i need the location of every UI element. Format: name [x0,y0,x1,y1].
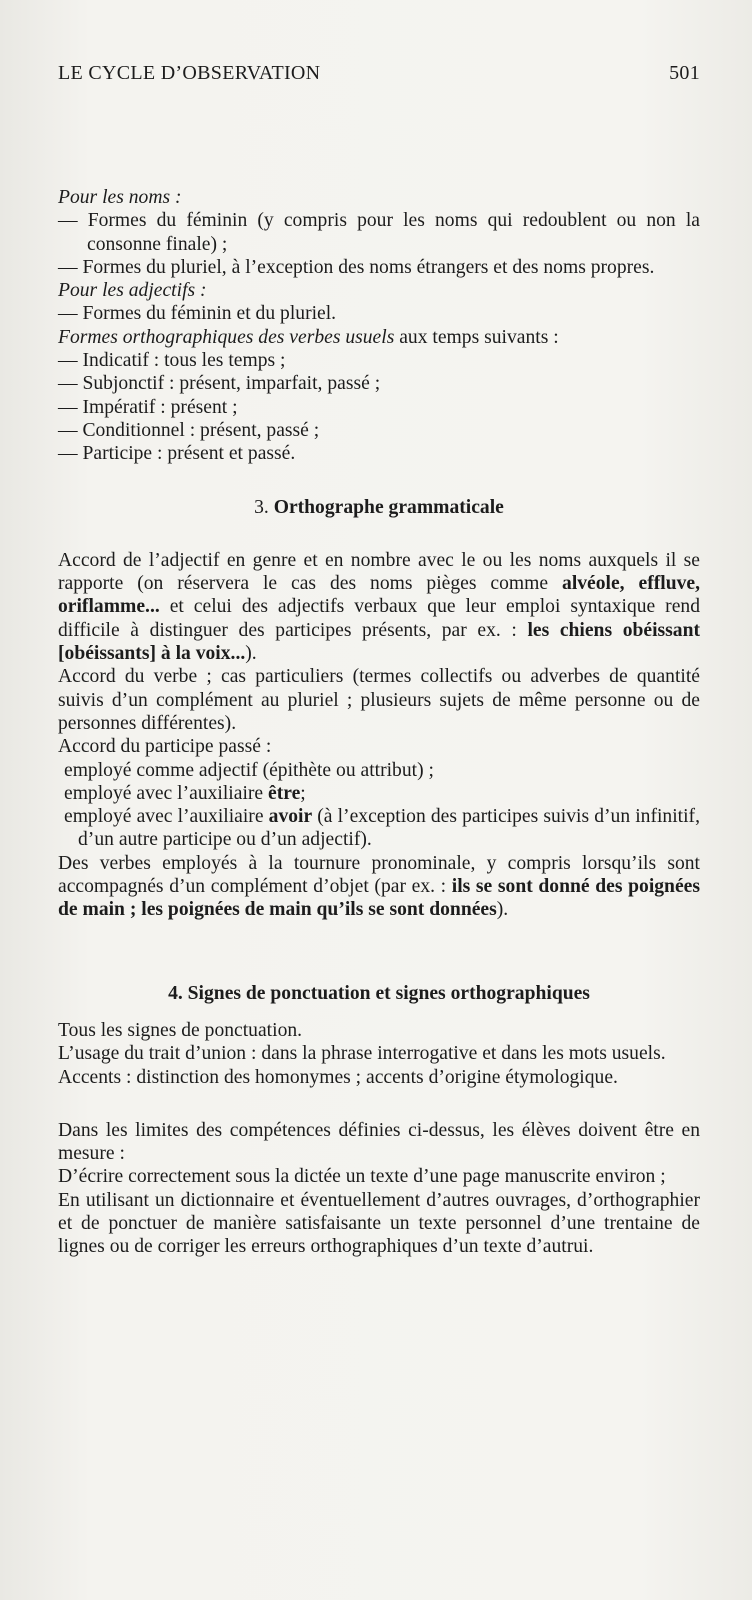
section3-title [58,496,700,519]
section3-number: 3. [254,496,274,518]
conclusion-paragraph-2: D’écrire correctement sous la dictée un texte d’une page manuscrite environ ; [58,1166,666,1188]
conclusion-paragraph-3: En utilisant un dictionnaire et éventuellement d’autres ouvrages, d’orthographier et de ponctuer de manière satisfaisante un texte personnel d’une trentaine de lignes ou de corriger les erreurs orthographiques d’un texte d’autrui. [58,1189,700,1258]
spacer [58,519,700,549]
text-run: (à l’exception des participes suivis d’un infinitif, d’un autre participe ou d’un adjectif). [78,806,700,851]
running-header [58,62,700,85]
adjectifs-heading: Pour les adjectifs : [58,280,207,302]
section4-paragraph-3: Accents : distinction des homonymes ; accents d’origine étymologique. [58,1066,618,1088]
text-run: Des verbes employés à la tournure pronominale, y compris lorsqu’ils sont accompagnés d’un complément d’objet (par ex. : [58,852,700,898]
text-run: ). [496,899,509,921]
spacer [58,1089,700,1119]
bold-run: alvéole, effluve, oriflamme... [58,573,700,618]
text-run: ; [300,782,306,804]
spacer [58,922,700,982]
section4-paragraph-2: L’usage du trait d’union : dans la phrase interrogative et dans les mots usuels. [58,1043,666,1065]
text-run: employé avec l’auxiliaire [64,806,269,828]
adjectifs-item-1: — Formes du féminin et du pluriel. [58,303,337,325]
section3-paragraph-4 [58,852,700,922]
section4-paragraph-1: Tous les signes de ponctuation. [58,1019,303,1041]
bold-run: les chiens obéissant [obéissants] à la voix... [58,619,700,665]
text-run: et celui des adjectifs verbaux que leur emploi syntaxique rend difficile à distinguer des participes présents, par ex. : [58,596,700,641]
verbes-item-subjonctif: — Subjonctif : présent, imparfait, passé ; [58,373,381,395]
bold-run: être [268,782,301,804]
participe-item-3 [58,805,700,852]
spacer [58,466,700,496]
noms-item-1: — Formes du féminin (y compris pour les noms qui redoublent ou non la consonne finale) ; [58,210,700,255]
verbes-item-imperatif: — Impératif : présent ; [58,396,238,418]
verbes-intro [58,326,700,349]
conclusion-paragraph-1: Dans les limites des compétences définies ci-dessus, les élèves doivent être en mesure : [58,1119,700,1165]
text-run: employé avec l’auxiliaire [64,782,269,804]
verbes-item-indicatif: — Indicatif : tous les temps ; [58,350,286,372]
bold-run: ils se sont donné des poignées de main ; les poignées de main qu’ils se sont données [58,876,700,921]
spacer [58,1005,700,1019]
text-run: Accord de l’adjectif en genre et en nombre avec le ou les noms auxquels il se rapporte (on réservera le cas des noms pièges comme [58,549,700,595]
noms-item-2: — Formes du pluriel, à l’exception des noms étrangers et des noms propres. [58,256,655,278]
running-title: LE CYCLE D’OBSERVATION [58,62,321,84]
verbes-item-conditionnel: — Conditionnel : présent, passé ; [58,419,320,441]
verbes-intro-italic: Formes orthographiques des verbes usuels [58,326,395,348]
section3-title-text: Orthographe grammaticale [273,496,504,518]
text-run: ). [245,643,257,665]
participe-item-1: employé comme adjectif (épithète ou attribut) ; [64,759,434,781]
verbes-intro-rest: aux temps suivants : [394,326,559,348]
section3-paragraph-2: Accord du verbe ; cas particuliers (termes collectifs ou adverbes de quantité suivis d’un complément au pluriel ; plusieurs sujets de même personne ou de personnes différentes). [58,666,700,734]
section4-title [58,982,700,1005]
page-body [58,186,700,1259]
participe-item-2 [58,782,700,805]
section3-paragraph-3: Accord du participe passé : [58,736,272,758]
verbes-item-participe: — Participe : présent et passé. [58,443,296,465]
page-number: 501 [669,62,700,84]
noms-heading: Pour les noms : [58,187,182,208]
bold-run: avoir [268,806,313,828]
section4-title-text: 4. Signes de ponctuation et signes orthographiques [168,982,590,1004]
section3-paragraph-1 [58,549,700,665]
